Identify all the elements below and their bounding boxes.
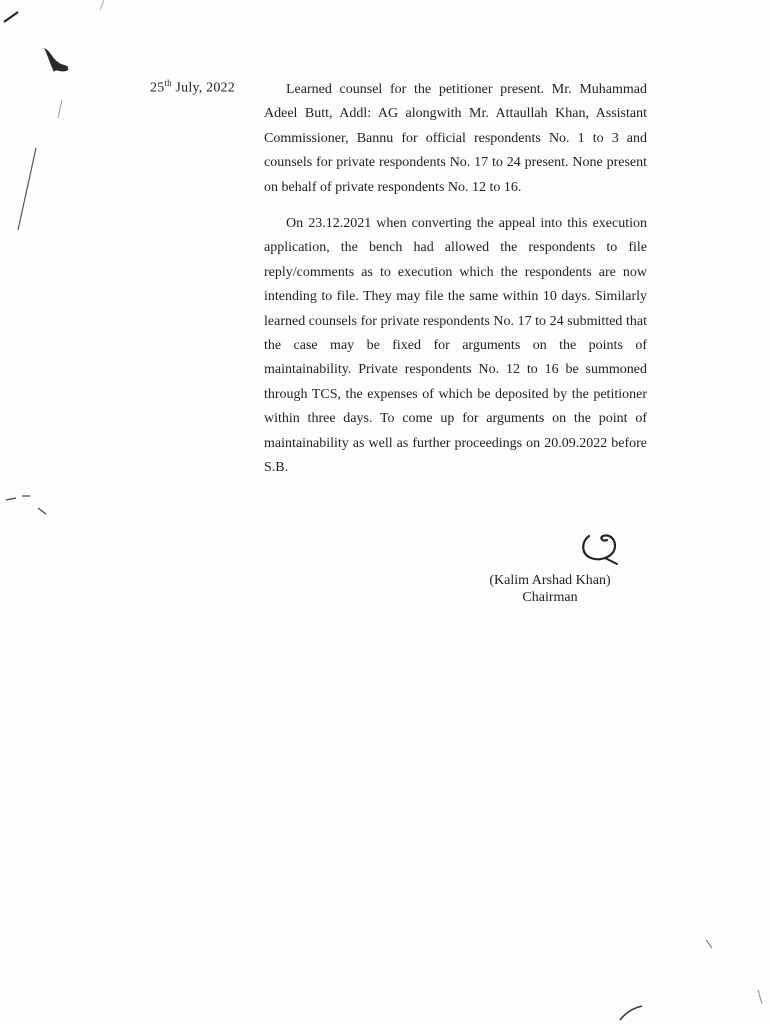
signatory-name: (Kalim Arshad Khan) [489,573,611,588]
order-date [150,78,235,97]
date-day: 25 [150,80,165,96]
order-body [264,78,647,481]
date-suffix: th [164,78,172,88]
signatory-title: Chairman [522,590,578,605]
signatory-block [470,572,630,606]
order-paragraph-directions: On 23.12.2021 when converting the appeal into this execution application, the bench had allowed the respondents to file reply/comments as to execution which the respondents are now intending to file. They may file the same within 10 days. Similarly learned counsels for private respondents No. 17 to 24 submitted that the case may be fixed for arguments on the points of maintainability. Private respondents No. 12 to 16 be summoned through TCS, the expenses of which be deposited by the petitioner within three days. To come up for arguments on the point of maintainability as well as further proceedings on 20.09.2022 before S.B. [264,216,647,476]
order-paragraph-attendance: Learned counsel for the petitioner present. Mr. Muhammad Adeel Butt, Addl: AG alongwith Mr. Attaullah Khan, Assistant Commissioner, Bannu for official respondents No. 1 to 3 and counsels for private respondents No. 17 to 24 present. None present on behalf of private respondents No. 12 to 16. [264,82,647,195]
handwritten-signature [575,528,625,568]
date-month-year: July, 2022 [171,80,235,96]
